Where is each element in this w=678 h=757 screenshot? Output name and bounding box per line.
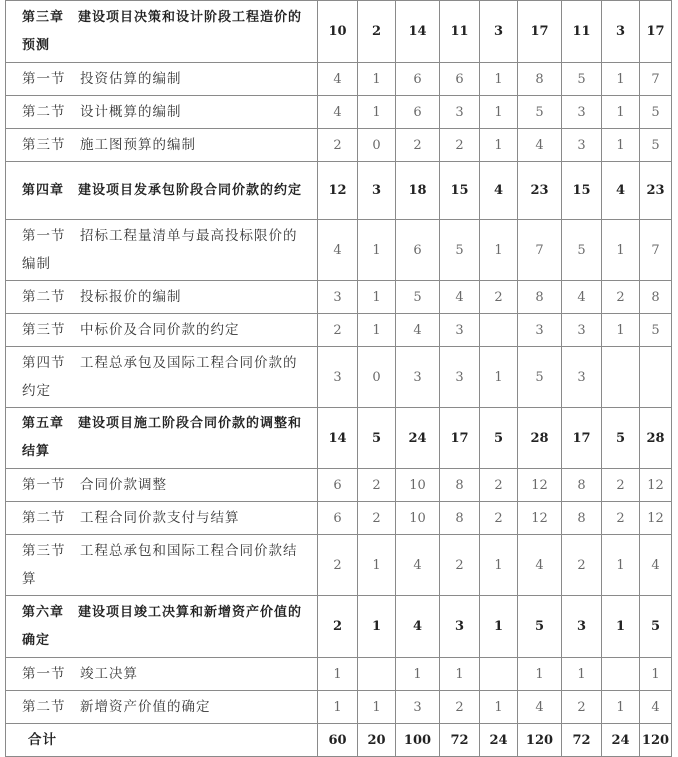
value-cell: 3 xyxy=(602,1,640,63)
value-cell: 1 xyxy=(318,691,358,724)
section-row xyxy=(6,535,672,596)
value-cell: 1 xyxy=(358,691,396,724)
value-cell: 6 xyxy=(396,220,440,281)
value-cell: 20 xyxy=(358,724,396,757)
section-row xyxy=(6,63,672,96)
value-cell xyxy=(480,314,518,347)
value-cell: 15 xyxy=(562,162,602,220)
value-cell: 5 xyxy=(440,220,480,281)
value-cell: 3 xyxy=(318,281,358,314)
value-cell: 4 xyxy=(518,691,562,724)
value-cell: 24 xyxy=(480,724,518,757)
value-cell: 11 xyxy=(562,1,602,63)
value-cell: 8 xyxy=(562,502,602,535)
section-row xyxy=(6,347,672,408)
row-label: 第六章 建设项目竣工决算和新增资产价值的确定 xyxy=(6,596,318,658)
value-cell: 5 xyxy=(480,408,518,469)
value-cell: 1 xyxy=(358,63,396,96)
value-cell: 4 xyxy=(518,535,562,596)
value-cell: 2 xyxy=(440,535,480,596)
value-cell: 2 xyxy=(480,469,518,502)
value-cell: 5 xyxy=(640,129,672,162)
value-cell: 4 xyxy=(318,96,358,129)
row-label: 第二节 工程合同价款支付与结算 xyxy=(6,502,318,535)
value-cell: 5 xyxy=(640,596,672,658)
value-cell: 4 xyxy=(602,162,640,220)
section-row xyxy=(6,469,672,502)
value-cell: 17 xyxy=(440,408,480,469)
value-cell: 4 xyxy=(562,281,602,314)
value-cell: 3 xyxy=(440,347,480,408)
value-cell: 4 xyxy=(440,281,480,314)
value-cell: 17 xyxy=(562,408,602,469)
section-row xyxy=(6,691,672,724)
value-cell: 3 xyxy=(358,162,396,220)
section-row xyxy=(6,129,672,162)
value-cell: 5 xyxy=(358,408,396,469)
value-cell: 12 xyxy=(318,162,358,220)
value-cell: 1 xyxy=(318,658,358,691)
value-cell: 5 xyxy=(396,281,440,314)
value-cell: 3 xyxy=(562,96,602,129)
value-cell: 3 xyxy=(440,96,480,129)
value-cell: 28 xyxy=(640,408,672,469)
table-container xyxy=(5,0,672,757)
value-cell: 4 xyxy=(318,63,358,96)
value-cell: 3 xyxy=(562,596,602,658)
value-cell: 24 xyxy=(396,408,440,469)
value-cell: 1 xyxy=(480,596,518,658)
value-cell: 4 xyxy=(396,535,440,596)
value-cell: 23 xyxy=(640,162,672,220)
value-cell xyxy=(640,347,672,408)
value-cell: 5 xyxy=(518,347,562,408)
value-cell: 1 xyxy=(358,314,396,347)
value-cell: 0 xyxy=(358,129,396,162)
value-cell: 4 xyxy=(640,691,672,724)
row-label: 第一节 投资估算的编制 xyxy=(6,63,318,96)
value-cell: 14 xyxy=(396,1,440,63)
data-table xyxy=(5,0,672,757)
row-label: 合计 xyxy=(6,724,318,757)
value-cell: 2 xyxy=(396,129,440,162)
value-cell: 0 xyxy=(358,347,396,408)
value-cell: 1 xyxy=(602,63,640,96)
value-cell: 12 xyxy=(518,469,562,502)
value-cell: 23 xyxy=(518,162,562,220)
value-cell: 1 xyxy=(396,658,440,691)
chapter-row xyxy=(6,1,672,63)
value-cell: 12 xyxy=(640,469,672,502)
total-row xyxy=(6,724,672,757)
value-cell: 10 xyxy=(396,469,440,502)
value-cell: 7 xyxy=(640,63,672,96)
value-cell: 2 xyxy=(602,281,640,314)
value-cell: 2 xyxy=(562,535,602,596)
value-cell xyxy=(358,658,396,691)
value-cell: 1 xyxy=(602,220,640,281)
value-cell: 12 xyxy=(518,502,562,535)
row-label: 第一节 招标工程量清单与最高投标限价的编制 xyxy=(6,220,318,281)
value-cell: 3 xyxy=(440,596,480,658)
value-cell: 4 xyxy=(480,162,518,220)
value-cell: 7 xyxy=(640,220,672,281)
value-cell: 1 xyxy=(480,63,518,96)
value-cell: 11 xyxy=(440,1,480,63)
value-cell: 3 xyxy=(440,314,480,347)
value-cell: 6 xyxy=(318,469,358,502)
value-cell: 5 xyxy=(518,96,562,129)
value-cell: 1 xyxy=(480,220,518,281)
value-cell: 17 xyxy=(640,1,672,63)
chapter-row xyxy=(6,408,672,469)
value-cell: 1 xyxy=(358,535,396,596)
value-cell: 1 xyxy=(602,129,640,162)
value-cell: 2 xyxy=(562,691,602,724)
value-cell: 3 xyxy=(562,347,602,408)
value-cell: 2 xyxy=(440,691,480,724)
value-cell: 28 xyxy=(518,408,562,469)
value-cell: 2 xyxy=(358,502,396,535)
value-cell: 1 xyxy=(480,535,518,596)
value-cell: 4 xyxy=(396,314,440,347)
value-cell: 1 xyxy=(358,596,396,658)
value-cell: 3 xyxy=(480,1,518,63)
row-label: 第二节 设计概算的编制 xyxy=(6,96,318,129)
value-cell: 1 xyxy=(518,658,562,691)
section-row xyxy=(6,281,672,314)
chapter-row xyxy=(6,596,672,658)
value-cell: 4 xyxy=(396,596,440,658)
value-cell: 6 xyxy=(318,502,358,535)
value-cell: 1 xyxy=(480,691,518,724)
value-cell: 1 xyxy=(602,691,640,724)
value-cell: 1 xyxy=(602,535,640,596)
value-cell: 120 xyxy=(518,724,562,757)
value-cell: 1 xyxy=(480,96,518,129)
value-cell: 3 xyxy=(518,314,562,347)
value-cell: 18 xyxy=(396,162,440,220)
value-cell: 1 xyxy=(480,347,518,408)
value-cell: 1 xyxy=(358,281,396,314)
value-cell: 8 xyxy=(518,281,562,314)
row-label: 第一节 合同价款调整 xyxy=(6,469,318,502)
row-label: 第四章 建设项目发承包阶段合同价款的约定 xyxy=(6,162,318,220)
row-label: 第五章 建设项目施工阶段合同价款的调整和结算 xyxy=(6,408,318,469)
row-label: 第三节 工程总承包和国际工程合同价款结算 xyxy=(6,535,318,596)
value-cell: 2 xyxy=(358,469,396,502)
value-cell: 6 xyxy=(440,63,480,96)
value-cell: 6 xyxy=(396,96,440,129)
section-row xyxy=(6,96,672,129)
value-cell: 15 xyxy=(440,162,480,220)
value-cell: 8 xyxy=(518,63,562,96)
value-cell: 3 xyxy=(562,314,602,347)
value-cell: 1 xyxy=(602,96,640,129)
value-cell: 12 xyxy=(640,502,672,535)
value-cell: 6 xyxy=(396,63,440,96)
value-cell: 3 xyxy=(396,347,440,408)
value-cell: 2 xyxy=(602,469,640,502)
row-label: 第一节 竣工决算 xyxy=(6,658,318,691)
value-cell: 1 xyxy=(602,314,640,347)
value-cell: 8 xyxy=(562,469,602,502)
value-cell: 72 xyxy=(562,724,602,757)
row-label: 第二节 投标报价的编制 xyxy=(6,281,318,314)
value-cell: 2 xyxy=(440,129,480,162)
value-cell: 24 xyxy=(602,724,640,757)
value-cell: 5 xyxy=(562,63,602,96)
value-cell: 1 xyxy=(480,129,518,162)
section-row xyxy=(6,658,672,691)
value-cell xyxy=(602,347,640,408)
value-cell: 5 xyxy=(640,314,672,347)
value-cell: 2 xyxy=(318,314,358,347)
row-label: 第三章 建设项目决策和设计阶段工程造价的预测 xyxy=(6,1,318,63)
value-cell: 3 xyxy=(562,129,602,162)
value-cell: 17 xyxy=(518,1,562,63)
value-cell: 8 xyxy=(640,281,672,314)
row-label: 第二节 新增资产价值的确定 xyxy=(6,691,318,724)
value-cell: 2 xyxy=(480,281,518,314)
value-cell: 3 xyxy=(318,347,358,408)
value-cell: 4 xyxy=(318,220,358,281)
value-cell: 14 xyxy=(318,408,358,469)
value-cell: 7 xyxy=(518,220,562,281)
value-cell: 2 xyxy=(318,596,358,658)
value-cell: 4 xyxy=(640,535,672,596)
value-cell: 1 xyxy=(562,658,602,691)
section-row xyxy=(6,502,672,535)
value-cell: 2 xyxy=(480,502,518,535)
value-cell: 4 xyxy=(518,129,562,162)
value-cell: 72 xyxy=(440,724,480,757)
value-cell xyxy=(602,658,640,691)
row-label: 第四节 工程总承包及国际工程合同价款的约定 xyxy=(6,347,318,408)
value-cell: 2 xyxy=(318,129,358,162)
value-cell: 1 xyxy=(440,658,480,691)
value-cell xyxy=(480,658,518,691)
value-cell: 8 xyxy=(440,502,480,535)
value-cell: 1 xyxy=(640,658,672,691)
value-cell: 100 xyxy=(396,724,440,757)
value-cell: 1 xyxy=(358,220,396,281)
value-cell: 2 xyxy=(318,535,358,596)
chapter-row xyxy=(6,162,672,220)
row-label: 第三节 中标价及合同价款的约定 xyxy=(6,314,318,347)
section-row xyxy=(6,314,672,347)
value-cell: 1 xyxy=(602,596,640,658)
value-cell: 5 xyxy=(562,220,602,281)
value-cell: 2 xyxy=(602,502,640,535)
value-cell: 5 xyxy=(640,96,672,129)
value-cell: 5 xyxy=(602,408,640,469)
value-cell: 10 xyxy=(318,1,358,63)
value-cell: 5 xyxy=(518,596,562,658)
value-cell: 10 xyxy=(396,502,440,535)
value-cell: 3 xyxy=(396,691,440,724)
table-body xyxy=(6,1,672,757)
value-cell: 60 xyxy=(318,724,358,757)
section-row xyxy=(6,220,672,281)
value-cell: 8 xyxy=(440,469,480,502)
value-cell: 2 xyxy=(358,1,396,63)
value-cell: 1 xyxy=(358,96,396,129)
row-label: 第三节 施工图预算的编制 xyxy=(6,129,318,162)
value-cell: 120 xyxy=(640,724,672,757)
